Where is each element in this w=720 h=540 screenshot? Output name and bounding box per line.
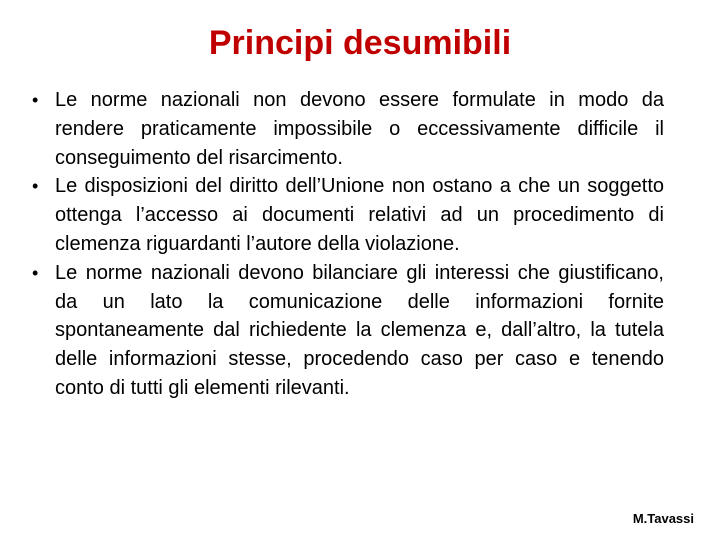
bullet-text: Le disposizioni del diritto dell’Unione non ostano a che un soggetto ottenga l’accesso ai documenti relativi ad un procedimento di clemenza riguardanti l’autore della violazione. (55, 175, 664, 255)
bullet-list (32, 86, 664, 403)
bullet-icon: • (32, 176, 39, 197)
bullet-text: Le norme nazionali non devono essere formulate in modo da rendere praticamente impossibile o eccessivamente difficile il conseguimento del risarcimento. (55, 89, 664, 169)
bullet-item (32, 86, 664, 172)
bullet-text: Le norme nazionali devono bilanciare gli interessi che giustificano, da un lato la comunicazione delle informazioni fornite spontaneamente dal richiedente la clemenza e, dall’altro, la tutela delle informazioni stesse, procedendo caso per caso e tenendo conto di tutti gli elementi rilevanti. (55, 261, 664, 399)
bullet-icon: • (32, 262, 39, 283)
author-footer: M.Tavassi (632, 511, 694, 526)
bullet-icon: • (32, 90, 39, 110)
bullet-item (32, 259, 664, 403)
slide-title: Principi desumibili (208, 24, 512, 62)
bullet-item (32, 172, 664, 258)
